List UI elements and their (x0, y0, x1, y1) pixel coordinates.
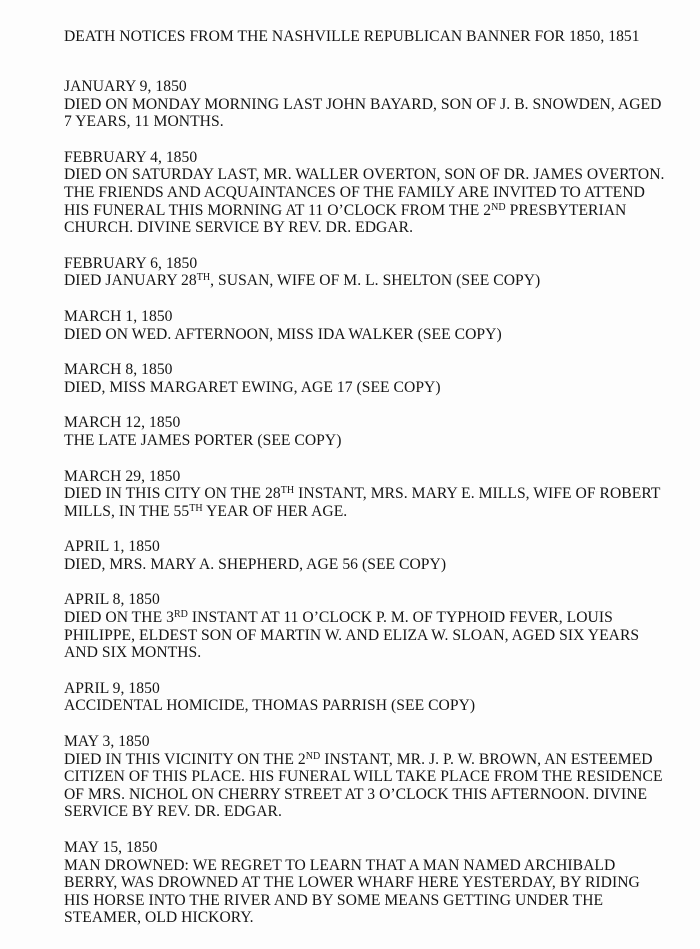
notice-line: THE FRIENDS AND ACQUAINTANCES OF THE FAMILY ARE INVITED TO ATTEND (64, 183, 645, 201)
ordinal-suffix: TH (189, 502, 203, 514)
notice-text (64, 272, 694, 290)
notice-line: CHURCH. DIVINE SERVICE BY REV. DR. EDGAR. (64, 219, 414, 237)
death-notice-entry (64, 149, 694, 237)
notice-line (64, 751, 694, 769)
notice-line: OF MRS. NICHOL ON CHERRY STREET AT 3 O’CLOCK THIS AFTERNOON. DIVINE (64, 785, 648, 803)
ordinal-suffix: RD (173, 609, 188, 621)
notice-line: CITIZEN OF THIS PLACE. HIS FUNERAL WILL TAKE PLACE FROM THE RESIDENCE (64, 768, 663, 786)
notice-line: STEAMER, OLD HICKORY. (64, 909, 254, 927)
ordinal-suffix: ND (491, 201, 506, 213)
notice-line: DIED ON SATURDAY LAST, MR. WALLER OVERTON, SON OF DR. JAMES OVERTON. (64, 166, 665, 184)
death-notice-entry (64, 538, 694, 573)
notice-date: JANUARY 9, 1850 (64, 78, 187, 95)
notice-text-segment: DIED IN THIS CITY ON THE 28 (64, 485, 281, 503)
notice-text (64, 857, 694, 927)
death-notice-entry (64, 308, 694, 343)
notice-line: DIED ON MONDAY MORNING LAST JOHN BAYARD, SON OF J. B. SNOWDEN, AGED (64, 95, 662, 113)
notice-text-segment: YEAR OF HER AGE. (202, 502, 348, 520)
notice-date: APRIL 9, 1850 (64, 679, 160, 697)
notice-line: PHILIPPE, ELDEST SON OF MARTIN W. AND ELIZA W. SLOAN, AGED SIX YEARS (64, 626, 640, 644)
notice-text (64, 609, 694, 662)
notice-text-segment: HIS FUNERAL THIS MORNING AT 11 O’CLOCK FROM THE 2 (64, 201, 492, 219)
notice-date: APRIL 8, 1850 (64, 591, 160, 609)
notice-text-segment: INSTANT, MRS. MARY E. MILLS, WIFE OF ROBERT (294, 485, 661, 503)
ordinal-suffix: TH (280, 485, 295, 497)
notice-line (64, 272, 694, 290)
notice-text-segment: INSTANT AT 11 O’CLOCK P. M. OF TYPHOID FEVER, LOUIS (187, 609, 613, 627)
notice-date: MARCH 12, 1850 (64, 414, 181, 432)
ordinal-suffix: TH (196, 272, 211, 284)
notice-text-segment: DIED IN THIS VICINITY ON THE 2 (64, 750, 306, 768)
death-notice-entry (64, 680, 694, 715)
notice-text-segment: INSTANT, MR. J. P. W. BROWN, AN ESTEEMED (320, 750, 653, 768)
death-notice-entry (64, 733, 694, 821)
death-notice-list (64, 78, 694, 945)
notice-line: THE LATE JAMES PORTER (SEE COPY) (64, 431, 342, 449)
notice-line: SERVICE BY REV. DR. EDGAR. (64, 803, 282, 821)
notice-line: ACCIDENTAL HOMICIDE, THOMAS PARRISH (SEE COPY) (64, 697, 476, 715)
notice-date: MARCH 1, 1850 (64, 307, 173, 325)
notice-line: DIED, MRS. MARY A. SHEPHERD, AGE 56 (SEE COPY) (64, 555, 447, 573)
notice-text (64, 485, 694, 520)
notice-text (64, 166, 694, 236)
notice-date: MARCH 8, 1850 (64, 361, 173, 379)
notice-text (64, 697, 694, 715)
notice-date: APRIL 1, 1850 (64, 538, 160, 556)
notice-text (64, 96, 694, 131)
notice-text (64, 751, 694, 821)
document-title: DEATH NOTICES FROM THE NASHVILLE REPUBLICAN BANNER FOR 1850, 1851 (64, 28, 640, 45)
death-notice-entry (64, 468, 694, 521)
ordinal-suffix: ND (305, 750, 321, 762)
notice-text (64, 326, 694, 344)
notice-line (64, 609, 694, 627)
notice-line: AND SIX MONTHS. (64, 644, 202, 662)
notice-line: 7 YEARS, 11 MONTHS. (64, 113, 224, 131)
notice-line (64, 202, 694, 220)
notice-date: FEBRUARY 4, 1850 (64, 148, 198, 166)
death-notice-entry (64, 255, 694, 290)
death-notice-entry (64, 361, 694, 396)
notice-line: BERRY, WAS DROWNED AT THE LOWER WHARF HERE YESTERDAY, BY RIDING (64, 874, 640, 892)
notice-line: MAN DROWNED: WE REGRET TO LEARN THAT A MAN NAMED ARCHIBALD (64, 856, 616, 874)
notice-text-segment: , SUSAN, WIFE OF M. L. SHELTON (SEE COPY) (210, 272, 541, 290)
notice-text (64, 556, 694, 574)
notice-text-segment: MILLS, IN THE 55 (64, 502, 190, 520)
death-notice-entry (64, 78, 694, 131)
notice-text (64, 432, 694, 450)
notice-line (64, 485, 694, 503)
notice-text-segment: DIED ON THE 3 (64, 609, 174, 627)
notice-date: MARCH 29, 1850 (64, 467, 181, 485)
notice-text (64, 379, 694, 397)
notice-line: DIED ON WED. AFTERNOON, MISS IDA WALKER (SEE COPY) (64, 325, 502, 343)
death-notice-entry (64, 414, 694, 449)
notice-date: FEBRUARY 6, 1850 (64, 254, 198, 272)
notice-text-segment: PRESBYTERIAN (505, 201, 627, 219)
notice-line (64, 503, 694, 521)
notice-line: DIED, MISS MARGARET EWING, AGE 17 (SEE COPY) (64, 378, 441, 396)
notice-line: HIS HORSE INTO THE RIVER AND BY SOME MEANS GETTING UNDER THE (64, 891, 604, 909)
notice-date: MAY 3, 1850 (64, 733, 150, 751)
notice-date: MAY 15, 1850 (64, 839, 158, 856)
death-notice-entry (64, 591, 694, 661)
death-notice-entry (64, 839, 694, 927)
notice-text-segment: DIED JANUARY 28 (64, 272, 197, 290)
